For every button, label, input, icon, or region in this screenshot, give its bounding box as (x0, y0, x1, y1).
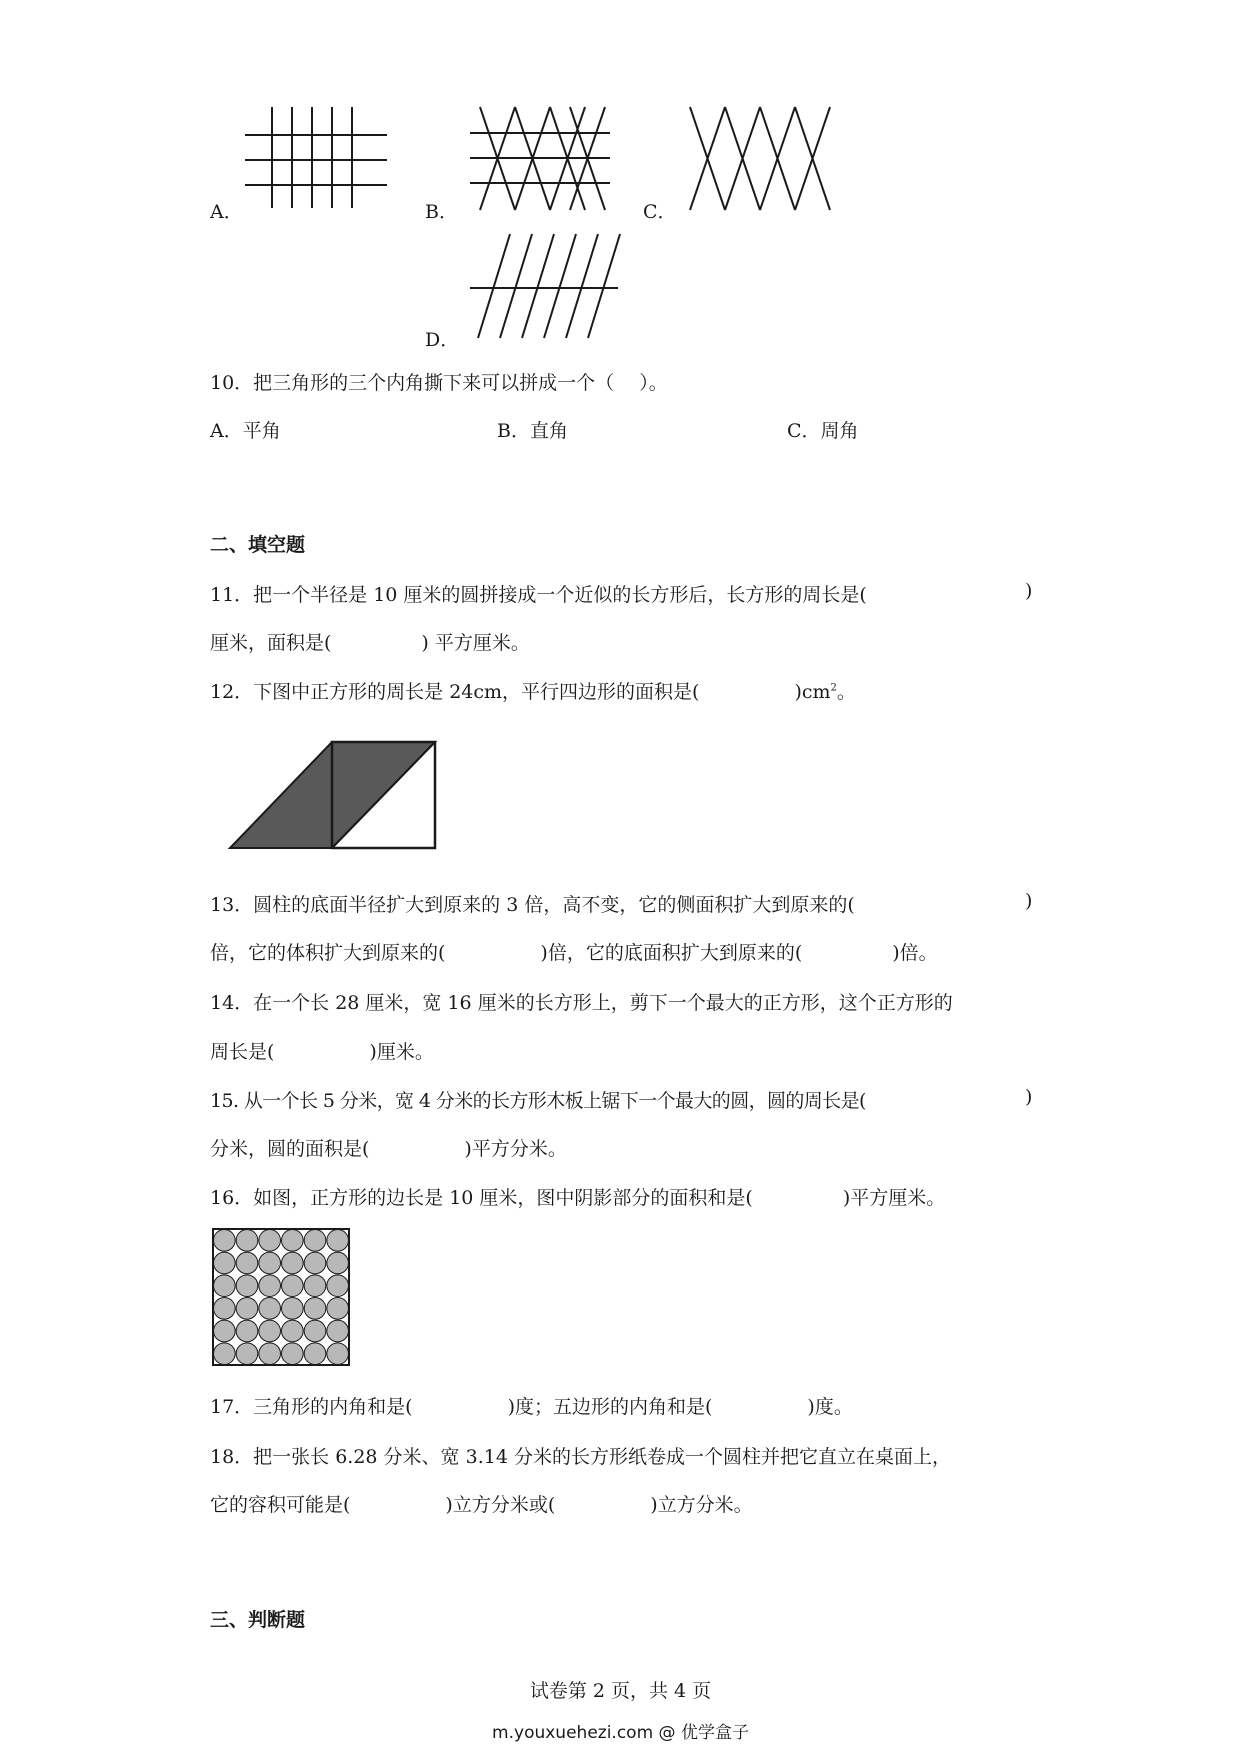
shaded-circle (327, 1275, 349, 1297)
question-10-stem: 10．把三角形的三个内角撕下来可以拼成一个（ ）。 (210, 372, 668, 394)
parallel-lines-figure-d (470, 232, 620, 342)
shaded-circle (236, 1275, 258, 1297)
question-13-text-2b: )倍，它的底面积扩大到原来的( (540, 942, 803, 964)
shaded-circle (327, 1298, 349, 1320)
shaded-circle (282, 1230, 304, 1252)
shaded-circle (259, 1230, 281, 1252)
shaded-circle (282, 1343, 304, 1365)
section-heading-fill-in: 二、填空题 (210, 534, 306, 556)
question-18-text-2a: 它的容积可能是( (210, 1494, 351, 1516)
question-13-line2 (210, 938, 938, 965)
question-18-text-2c: )立方分米。 (650, 1494, 753, 1516)
shaded-circle (214, 1252, 236, 1274)
question-17 (210, 1392, 853, 1419)
crossed-lines-figure-b (470, 105, 615, 215)
question-15-close-paren: ) (1025, 1086, 1033, 1108)
shaded-circle (236, 1320, 258, 1342)
shaded-circle (259, 1275, 281, 1297)
question-18-line1: 18．把一张长 6.28 分米、宽 3.14 分米的长方形纸卷成一个圆柱并把它直立在桌面上， (210, 1446, 951, 1468)
question-14-text-2b: )厘米。 (369, 1041, 434, 1063)
shaded-circle (236, 1230, 258, 1252)
option-a-label: A． (210, 201, 243, 223)
question-11-text: 11．把一个半径是 10 厘米的圆拼接成一个近似的长方形后，长方形的周长是( (210, 584, 867, 606)
question-12-text-c: 。 (836, 681, 856, 703)
question-12-text-a: 12．下图中正方形的周长是 24cm，平行四边形的面积是( (210, 681, 700, 703)
question-11-line1 (210, 580, 867, 607)
site-watermark[interactable]: m.youxuehezi.com @ 优学盒子 (492, 1723, 749, 1743)
option-d-label: D． (425, 329, 460, 351)
question-10-option-b: B．直角 (497, 420, 568, 442)
zigzag-lines-figure-c (690, 105, 840, 215)
question-14-line2 (210, 1037, 434, 1064)
question-13-text: 13．圆柱的底面半径扩大到原来的 3 倍，高不变，它的侧面积扩大到原来的( (210, 894, 855, 916)
question-15-text-2b: )平方分米。 (464, 1138, 567, 1160)
option-b-label: B． (425, 201, 458, 223)
shaded-circle (304, 1320, 326, 1342)
question-18-line2 (210, 1490, 753, 1517)
shaded-circle (259, 1252, 281, 1274)
shaded-circle (282, 1298, 304, 1320)
question-15-line2 (210, 1134, 567, 1161)
shaded-circle (304, 1230, 326, 1252)
question-11-text-2a: 厘米，面积是( (210, 632, 332, 654)
shaded-circle (214, 1230, 236, 1252)
question-13-line1 (210, 890, 855, 917)
shaded-circle (304, 1275, 326, 1297)
section-heading-true-false: 三、判断题 (210, 1609, 306, 1631)
question-10-option-c: C．周角 (787, 420, 859, 442)
shaded-circle (236, 1343, 258, 1365)
question-18-text-2b: )立方分米或( (445, 1494, 556, 1516)
question-10-option-a: A．平角 (210, 420, 281, 442)
square-parallelogram-figure (228, 740, 443, 852)
shaded-circle (259, 1320, 281, 1342)
shaded-circle (327, 1320, 349, 1342)
shaded-circle (259, 1343, 281, 1365)
shaded-circle (304, 1298, 326, 1320)
shaded-circle (327, 1252, 349, 1274)
shaded-circle (214, 1343, 236, 1365)
question-11-close-paren: ) (1025, 580, 1033, 602)
shaded-circle (214, 1320, 236, 1342)
question-13-text-2a: 倍，它的体积扩大到原来的( (210, 942, 446, 964)
shaded-circle (236, 1252, 258, 1274)
square-outline (213, 1229, 349, 1365)
question-15-text-2a: 分米，圆的面积是( (210, 1138, 370, 1160)
shaded-circle (236, 1298, 258, 1320)
shaded-circle (282, 1320, 304, 1342)
question-16-text-b: )平方厘米。 (842, 1187, 946, 1209)
shaded-circle (214, 1298, 236, 1320)
question-17-text-b: )度；五边形的内角和是( (507, 1396, 713, 1418)
question-11-text-2b: ) 平方厘米。 (421, 632, 530, 654)
shaded-circle (304, 1252, 326, 1274)
shaded-circle (282, 1275, 304, 1297)
question-16-text-a: 16．如图，正方形的边长是 10 厘米，图中阴影部分的面积和是( (210, 1187, 753, 1209)
question-15-text: 15. 从一个长 5 分米，宽 4 分米的长方形木板上锯下一个最大的圆，圆的周长是( (210, 1090, 866, 1112)
question-12-text-b: )cm (794, 681, 831, 703)
question-14-text-2a: 周长是( (210, 1041, 275, 1063)
shaded-circle (327, 1230, 349, 1252)
shaded-circle (304, 1343, 326, 1365)
circles-in-square-figure (212, 1228, 352, 1368)
question-11-line2 (210, 628, 530, 655)
question-17-text-a: 17．三角形的内角和是( (210, 1396, 413, 1418)
question-13-close-paren: ) (1025, 890, 1033, 912)
question-15-line1 (210, 1086, 866, 1113)
shaded-circle (214, 1275, 236, 1297)
question-17-text-c: )度。 (807, 1396, 853, 1418)
grid-lines-figure-a (245, 105, 390, 210)
question-16 (210, 1183, 945, 1210)
question-14-line1: 14．在一个长 28 厘米，宽 16 厘米的长方形上，剪下一个最大的正方形，这个正方形的 (210, 992, 953, 1014)
shaded-circle (282, 1252, 304, 1274)
shaded-circle (259, 1298, 281, 1320)
question-12-superscript: 2 (830, 682, 837, 694)
shaded-circle (327, 1343, 349, 1365)
page-number-footer: 试卷第 2 页，共 4 页 (529, 1680, 712, 1702)
question-13-text-2c: )倍。 (892, 942, 938, 964)
option-c-label: C． (643, 201, 677, 223)
question-12 (210, 677, 856, 704)
